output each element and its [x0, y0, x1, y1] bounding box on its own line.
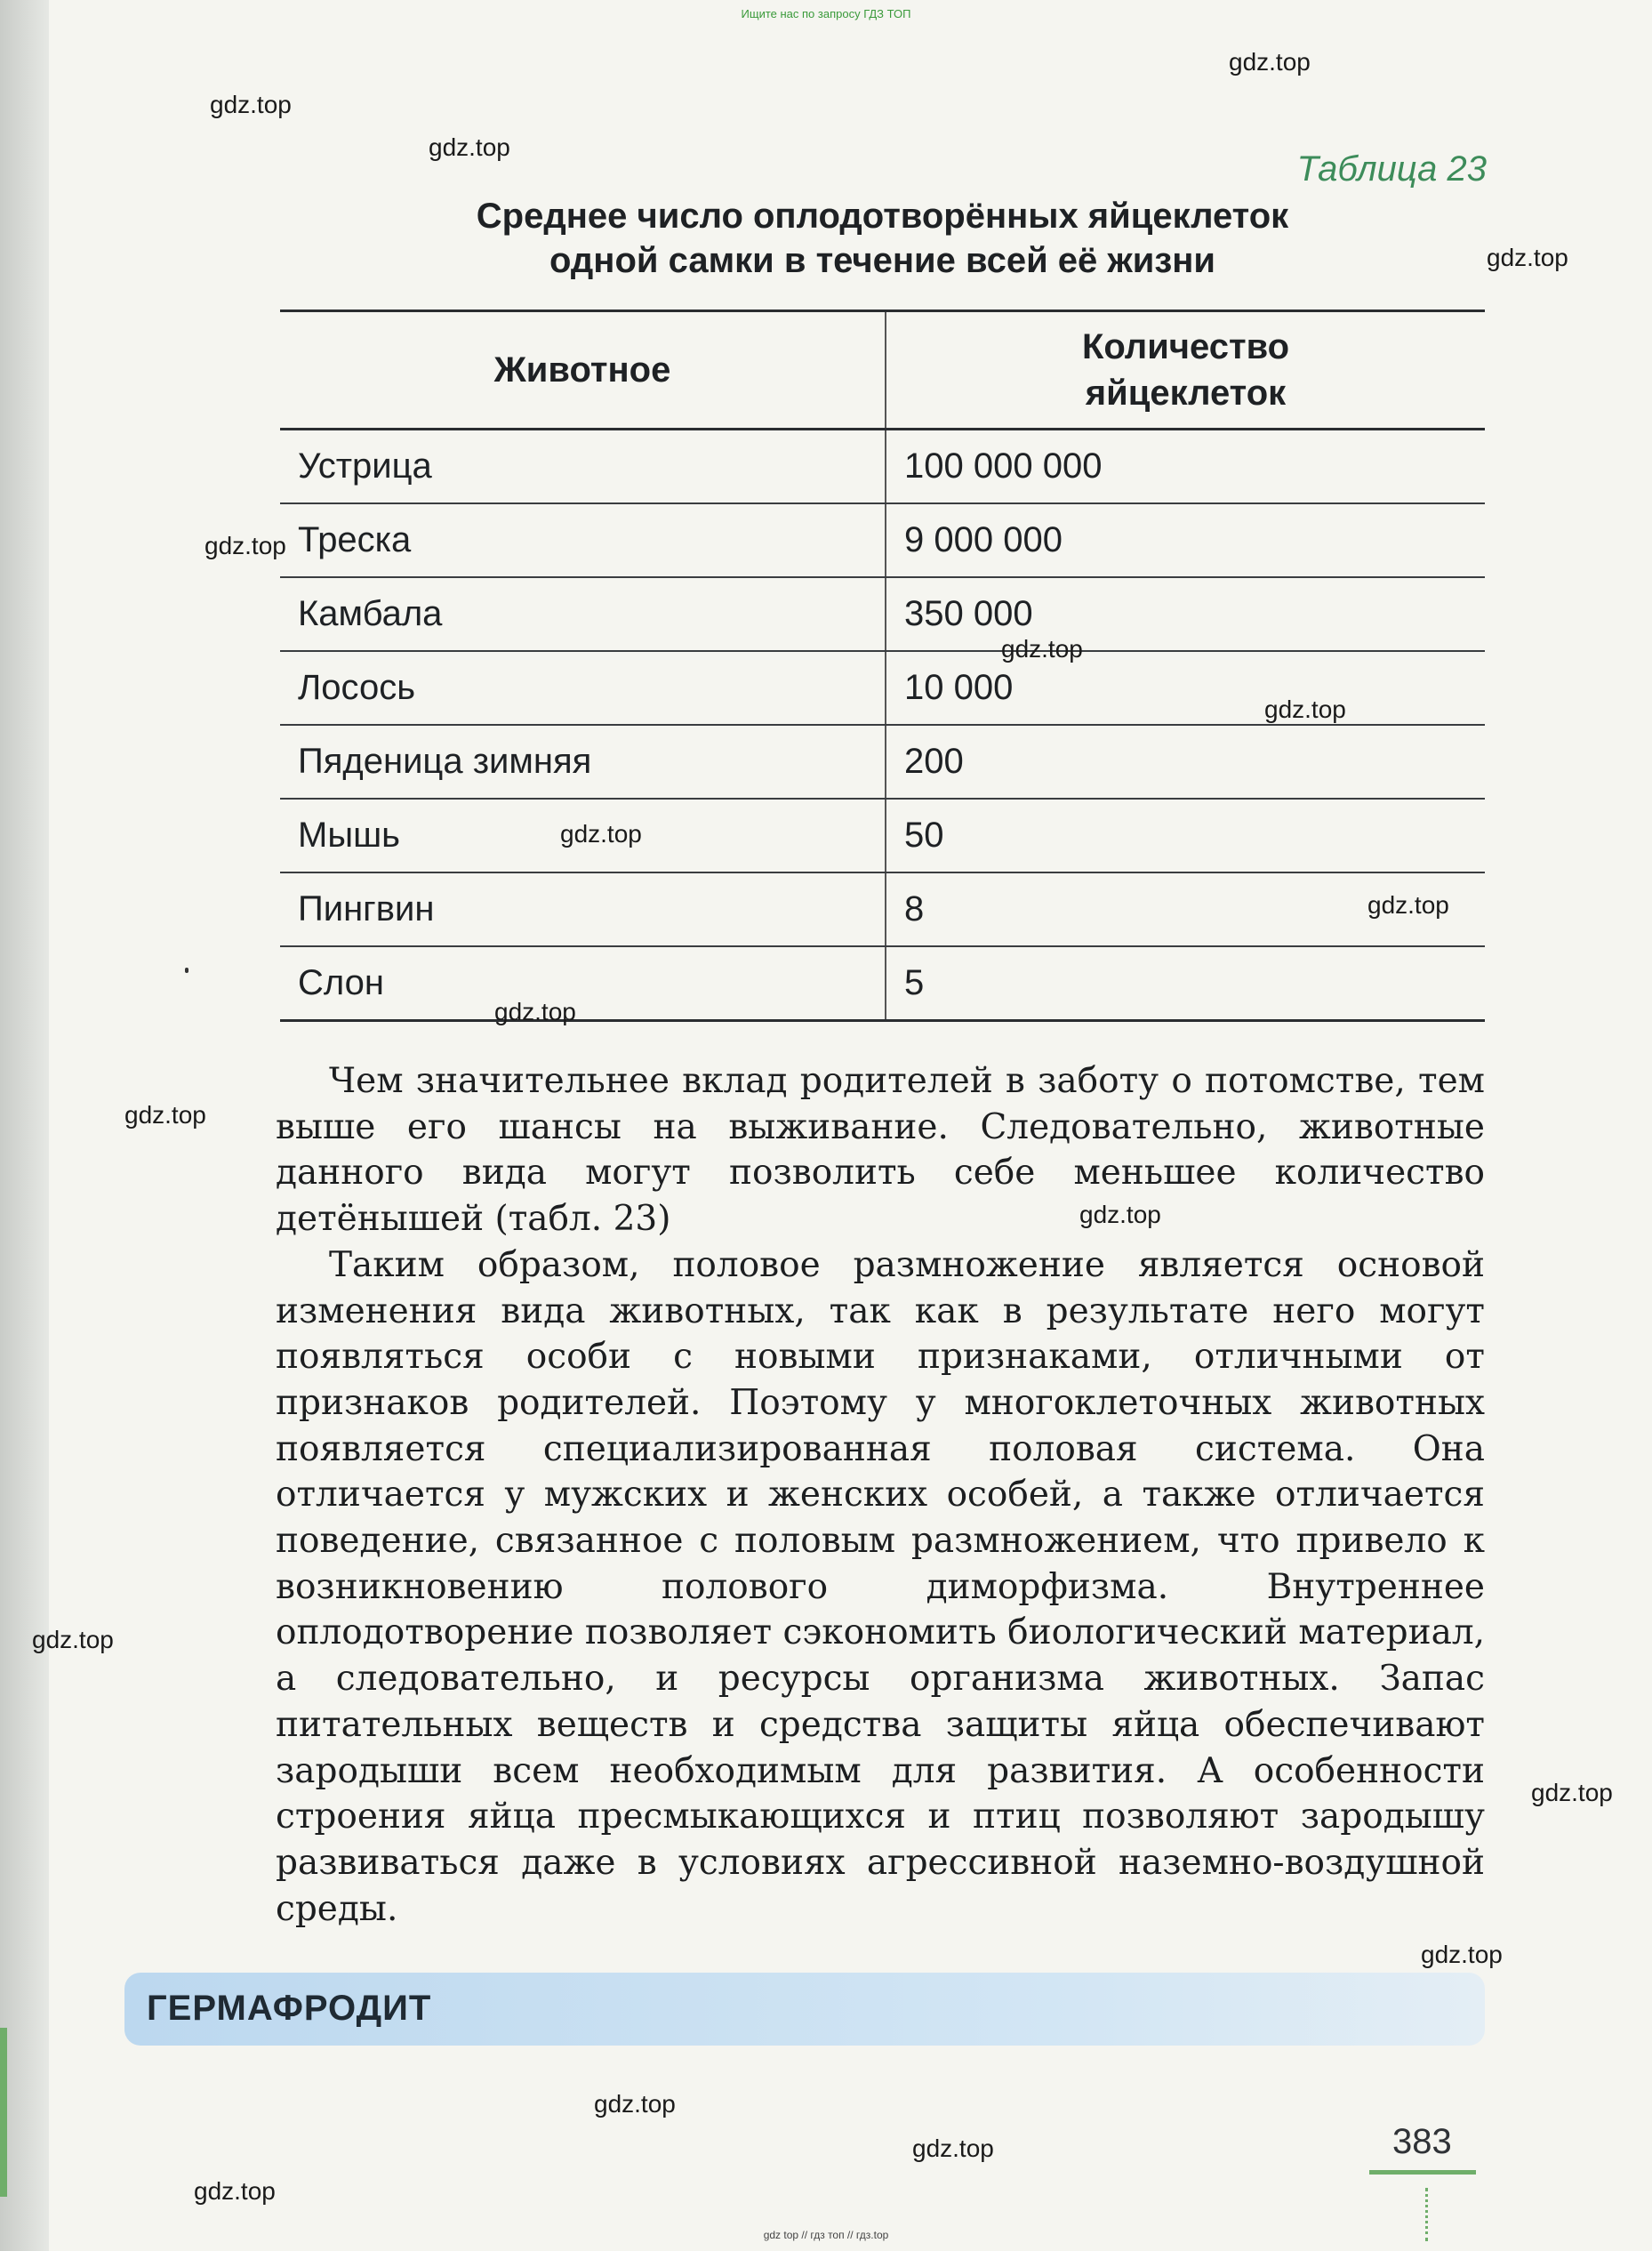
table-row [280, 799, 1485, 872]
watermark-text: gdz.top [32, 1626, 114, 1653]
watermark-text: gdz.top [210, 91, 292, 118]
table-row [280, 430, 1485, 504]
table-title [280, 194, 1485, 283]
watermark-text: gdz.top [494, 998, 576, 1025]
table-row [280, 503, 1485, 577]
count-cell: 50 [886, 799, 1485, 872]
watermark-text: gdz.top [429, 133, 510, 161]
table-title-line: одной самки в течение всей её жизни [549, 241, 1215, 280]
table-row [280, 946, 1485, 1021]
table-header-row [280, 311, 1485, 430]
watermark-text: gdz.top [1487, 244, 1568, 271]
section-title: ГЕРМАФРОДИТ [147, 1989, 432, 2028]
binding-shadow [0, 0, 49, 2251]
watermark-text: gdz.top [1079, 1201, 1161, 1228]
table-row [280, 725, 1485, 799]
egg-count-table [280, 310, 1485, 1022]
watermark-text: gdz.top [594, 2090, 676, 2118]
watermark-text: gdz.top [124, 1101, 206, 1129]
header-note: Ищите нас по запросу ГДЗ ТОП [741, 7, 911, 20]
watermark-text: gdz.top [1229, 48, 1311, 76]
count-cell: 100 000 000 [886, 430, 1485, 504]
animal-cell: Лосось [280, 651, 886, 725]
animal-cell: Устрица [280, 430, 886, 504]
animal-cell: Пингвин [280, 872, 886, 946]
page-number: 383 [1392, 2122, 1452, 2161]
page-edge-marker [0, 2028, 7, 2197]
count-cell: 200 [886, 725, 1485, 799]
column-header-count-line: Количество [1081, 327, 1290, 366]
animal-cell: Треска [280, 503, 886, 577]
watermark-text: gdz.top [1421, 1941, 1503, 1968]
table-row [280, 872, 1485, 946]
watermark-text: gdz.top [1531, 1779, 1613, 1806]
count-cell: 5 [886, 946, 1485, 1021]
body-text [276, 1058, 1485, 1932]
table-row [280, 577, 1485, 651]
table-title-line: Среднее число оплодотворённых яйцеклеток [476, 197, 1289, 236]
column-header-animal: Животное [280, 311, 886, 430]
body-paragraph: Таким образом, половое размножение является основой изменения вида животных, так как в результате него могут появляться особи с новыми признаками, отличными от признаков родителей. Поэтому у многоклеточных животных появляется специализированная половая система. Она отличается у мужских и женских особей, а также отличается поведение, связанное с половым размножением, что привело к возникновению полового диморфизма. Внутреннее оплодотворение позволяет сэкономить биологический материал, а следовательно, и ресурсы организма животных. Запас питательных веществ и средства защиты яйца обеспечивают зародыши всем необходимым для развития. А особенности строения яйца пресмыкающихся и птиц позволяют зародышу развиваться даже в условиях агрессивной наземно-воздушной среды. [276, 1244, 1485, 1929]
column-header-count-line: яйцеклеток [1085, 374, 1287, 413]
table-caption: Таблица 23 [1296, 149, 1487, 189]
page-number-rule [1369, 2170, 1476, 2175]
animal-cell: Камбала [280, 577, 886, 651]
animal-cell: Пяденица зимняя [280, 725, 886, 799]
animal-cell: Мышь [280, 799, 886, 872]
count-cell: 9 000 000 [886, 503, 1485, 577]
watermark-text: gdz.top [1264, 695, 1346, 723]
count-cell: 10 000 [886, 651, 1485, 725]
watermark-text: gdz.top [204, 532, 286, 559]
body-paragraph: Чем значительнее вклад родителей в заботу о потомстве, тем выше его шансы на выживание. Следовательно, животные данного вида могут позволить себе меньшее количество детёнышей (табл. 23) [276, 1061, 1485, 1240]
animal-cell: Слон [280, 946, 886, 1021]
footer-note: gdz top // гдз топ // гдз.top [763, 2229, 889, 2241]
watermark-text: gdz.top [1001, 635, 1083, 663]
print-speck [185, 968, 188, 973]
column-header-count [886, 311, 1485, 430]
count-cell: 8 [886, 872, 1485, 946]
count-cell: 350 000 [886, 577, 1485, 651]
watermark-text: gdz.top [912, 2134, 994, 2162]
watermark-text: gdz.top [194, 2177, 276, 2205]
watermark-text: gdz.top [560, 820, 642, 848]
watermark-text: gdz.top [1367, 891, 1449, 919]
